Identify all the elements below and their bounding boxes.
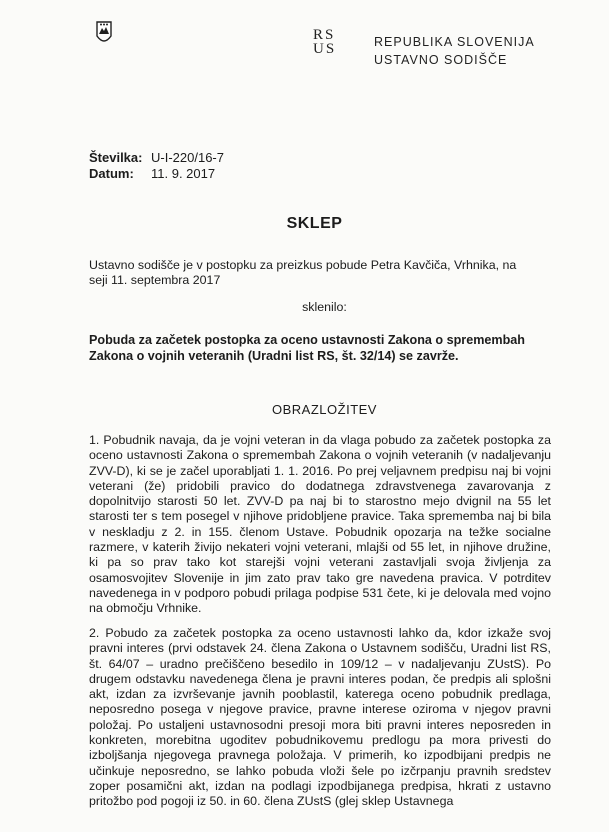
date-label: Datum: — [89, 166, 134, 181]
court-name-line1: REPUBLIKA SLOVENIJA — [374, 35, 535, 49]
decision-text: Pobuda za začetek postopka za oceno ustavnosti Zakona o spremembah Zakona o vojnih veteranih (Uradni list RS, št. 32/14) se zavrže. — [89, 333, 525, 363]
date-row — [89, 166, 224, 182]
sklenilo-line: sklenilo: — [302, 300, 347, 314]
number-row — [89, 150, 224, 166]
paragraph-1: 1. Pobudnik navaja, da je vojni veteran in da vlaga pobudo za začetek postopka za oceno ustavnosti Zakona o spremembah Zakona o vojnih veteranih (v nadaljevanju ZVV-D), ki se je začel uporabljati 1. 1. 2016. Po prej veljavnem predpisu naj bi vojni veterani (že) pridobili pravico do dodatnega zdravstvenega zavarovanja z dopolnitvijo starosti 50 let. ZVV-D pa naj bi to starostno mejo dvignil na 55 let starosti ter s tem posegel v njihove pridobljene pravice. Taka sprememba naj bi bila v neskladju z 2. in 155. členom Ustave. Pobudnik opozarja na težke socialne razmere, v katerih živijo nekateri vojni veterani, mlajši od 55 let, in njihove družine, ki pa so prav tako kot starejši vojni veterani zastavljali svoja življenja za osamosvojitev Slovenije in jim zato prav tako gre navedena pravica. V potrditev navedenega in v podporo pobudi prilaga podpise 531 čete, ki je delovala med vojno na območju Vrhnike. — [89, 433, 551, 616]
document-title: SKLEP — [286, 215, 343, 232]
document-meta — [89, 150, 224, 182]
court-name-line2: USTAVNO SODIŠČE — [374, 53, 508, 67]
rs-us-logo: RS US — [313, 27, 336, 57]
court-name — [374, 33, 535, 69]
coat-of-arms-icon — [96, 18, 112, 48]
date-value: 11. 9. 2017 — [151, 166, 216, 181]
paragraph-2: 2. Pobudo za začetek postopka za oceno ustavnosti lahko da, kdor izkaže svoj pravni interes (prvi odstavek 24. člena Zakona o Ustavnem sodišču, Uradni list RS, št. 64/07 – uradno prečiščeno besedilo in 109/12 – v nadaljevanju ZUstS). Po drugem odstavku navedenega člena je pravni interes podan, če predpis ali splošni akt, izdan za izvrševanje javnih pooblastil, katerega oceno pobudnik predlaga, neposredno posega v njegove pravice, pravne interese oziroma v njegov pravni položaj. Po ustaljeni ustavnosodni presoji mora biti pravni interes neposreden in konkreten, morebitna ugoditev pobudnikovemu predlogu pa mora privesti do izboljšanja njegovega pravnega položaja. V primerih, ko izpodbijani predpis ne učinkuje neposredno, se lahko pobuda vloži šele po izčrpanju pravnih sredstev zoper posamični akt, izdan na podlagi izpodbijanega predpisa, hkrati z ustavno pritožbo pod pogoji iz 50. in 60. člena ZUstS (glej sklep Ustavnega — [89, 626, 551, 809]
reasoning-heading: OBRAZLOŽITEV — [272, 402, 377, 417]
intro-paragraph: Ustavno sodišče je v postopku za preizkus pobude Petra Kavčiča, Vrhnika, na seji 11. septembra 2017 — [89, 258, 517, 288]
number-value: U-I-220/16-7 — [151, 150, 224, 165]
number-label: Številka: — [89, 150, 143, 165]
